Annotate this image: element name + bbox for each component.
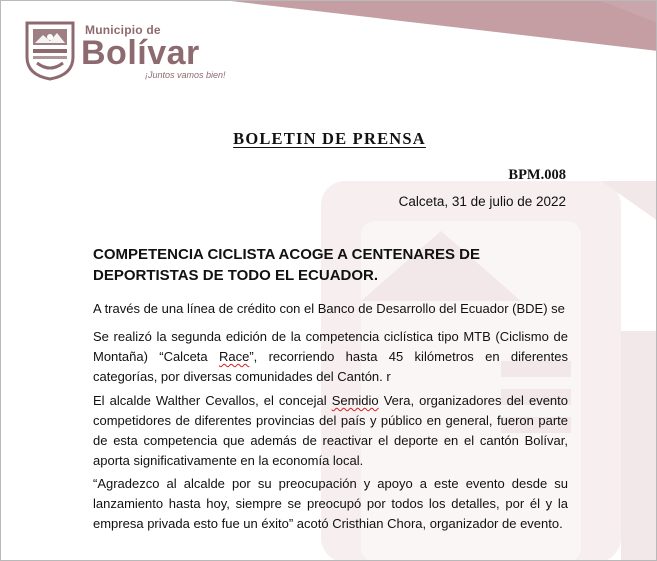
bulletin-date: Calceta, 31 de julio de 2022	[398, 194, 566, 209]
logo-top-text: Municipio de	[85, 23, 161, 37]
paragraph-3-end: Vera, organizadores del evento competidores de diferentes provincias del país y público en general, fueron parte de esta competencia que además de reactivar el deporte en el cantón Bolívar, aporta significativamente en la economía local.	[93, 393, 568, 468]
logo-slogan: ¡Juntos vamos bien!	[145, 70, 226, 80]
document-title-text: BOLETIN DE PRENSA	[233, 129, 426, 148]
headline: COMPETENCIA CICLISTA ACOGE A CENTENARES DE DEPORTISTAS DE TODO EL ECUADOR.	[93, 246, 480, 284]
paragraph-3	[93, 391, 568, 471]
paragraph-1: A través de una línea de crédito con el Banco de Desarrollo del Ecuador (BDE) se	[93, 301, 565, 316]
paragraph-3-start: El alcalde Walther Cevallos, el concejal	[93, 393, 332, 408]
logo-name: Bolívar	[81, 34, 200, 72]
spellcheck-word: Race	[218, 349, 250, 364]
paragraph-4: “Agradezco al alcalde por su preocupación y apoyo a este evento desde su lanzamiento hasta hoy, siempre se preocupó por todos los detalles, por él y la empresa privada esto fue un éxito” acotó Cristhian Chora, organizador de evento.	[93, 476, 568, 531]
paragraph-2-end: ”, recorriendo hasta 45 kilómetros en diferentes categorías, por diversas comunidades del Cantón. r	[93, 349, 568, 384]
paragraph-2	[93, 327, 568, 387]
spellcheck-word: Semidio	[331, 393, 379, 408]
document-title	[1, 129, 657, 149]
paragraph-2-start: Se realizó la segunda edición de la competencia ciclística tipo MTB (Ciclismo de Montaña) “Calceta	[93, 329, 568, 364]
bulletin-code: BPM.008	[508, 167, 566, 183]
coat-of-arms-icon	[23, 19, 77, 81]
municipality-logo	[23, 19, 226, 85]
